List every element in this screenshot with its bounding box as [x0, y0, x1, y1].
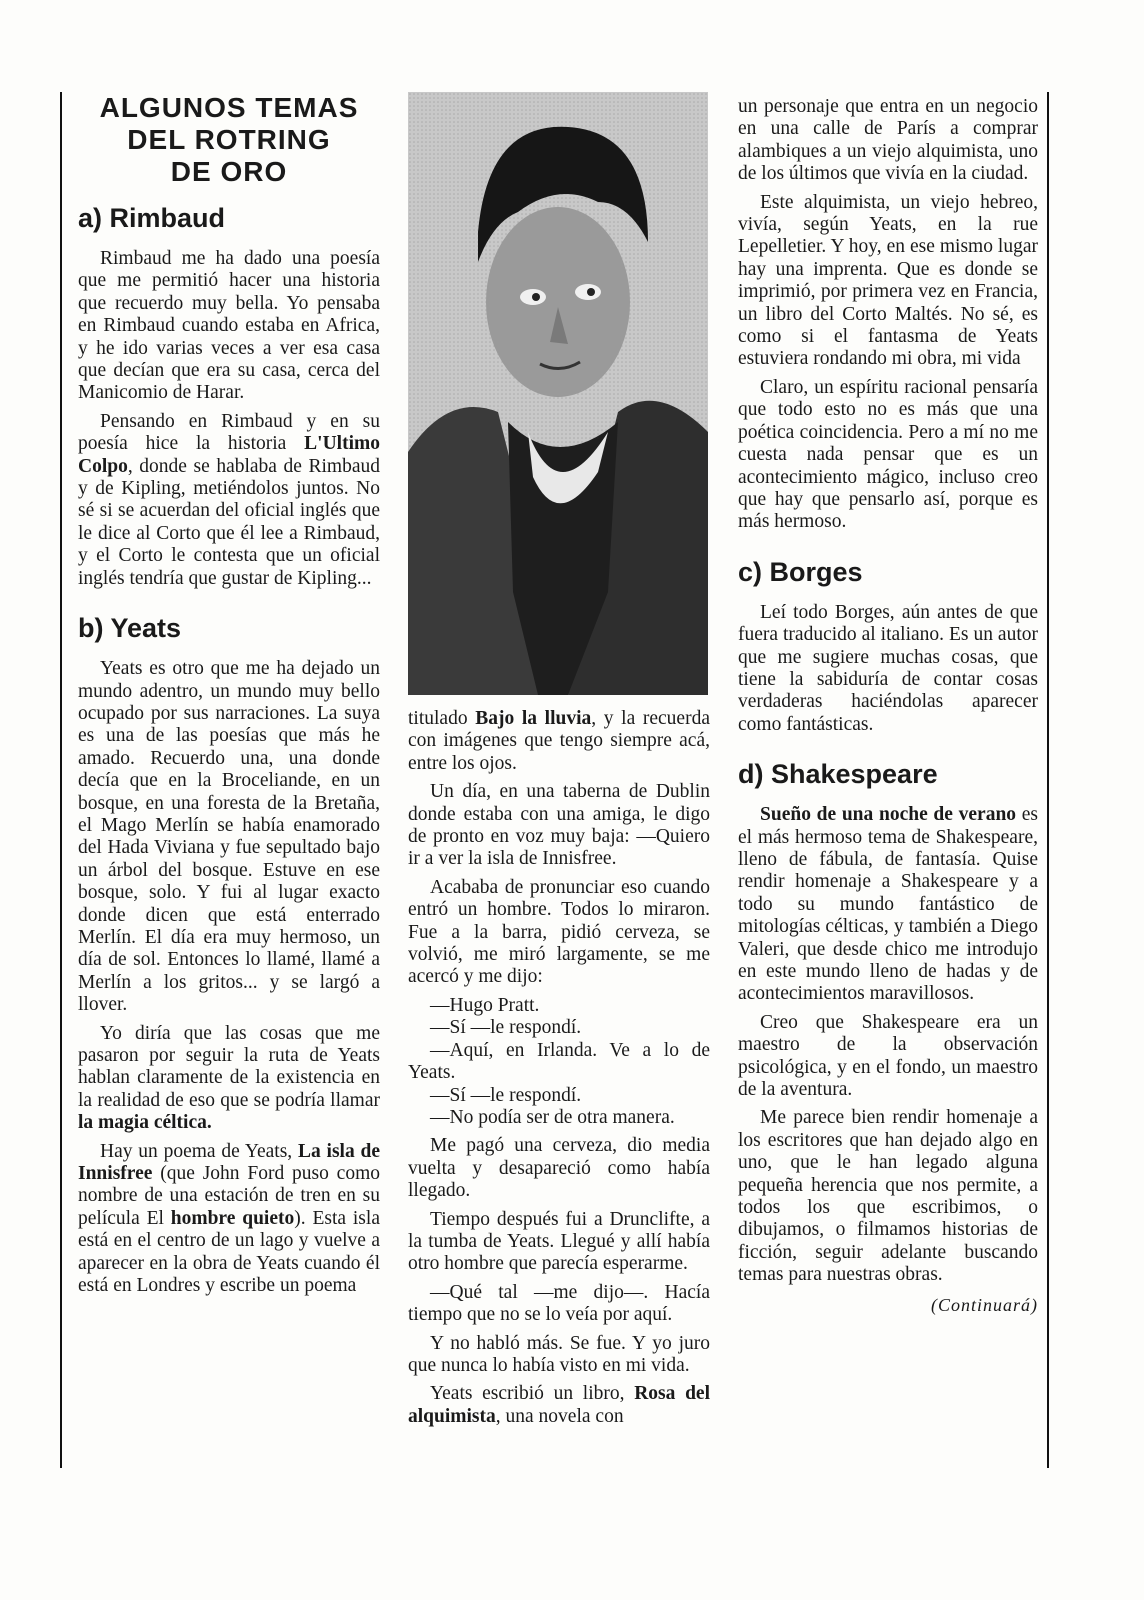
paragraph: —Sí —le respondí. — [430, 1084, 582, 1106]
paragraph: Y no habló más. Se fue. Y yo juro que nunca lo había visto en mi vida. — [408, 1332, 710, 1376]
paragraph: —Hugo Pratt. — [430, 994, 540, 1016]
paragraph: Acababa de pronunciar eso cuando entró un hombre. Todos lo miraron. Fue a la barra, pidió cerveza, se volvió, me miró largamente, se me acercó y me dijo: — [408, 876, 710, 988]
continued-note: (Continuará) — [930, 1294, 1038, 1315]
paragraph: Un día, en una taberna de Dublin donde estaba con una amiga, le digo de pronto en voz muy baja: —Quiero ir a ver la isla de Innisfree. — [408, 781, 710, 870]
paragraph: Sueño de una noche de verano es el más hermoso tema de Shakespeare, lleno de fábula, de fantasía. Quise rendir homenaje a Shakespeare y a todo su mundo fantástico de mitologías célticas, y también a Diego Valeri, que desde chico me introdujo en este mundo lleno de hadas y de acontecimientos maravillosos. — [738, 804, 1038, 1005]
column-right — [738, 96, 1038, 1316]
paragraph: Hay un poema de Yeats, La isla de Innisfree (que John Ford puso como nombre de una estación de tren en su película El hombre quieto). Esta isla está en el centro de un lago y vuelve a aparecer en la obra de Yeats cuando él está en Londres y escribe un poema — [78, 1140, 380, 1297]
paragraph: Yo diría que las cosas que me pasaron por seguir la ruta de Yeats hablan claramente de la existencia en la realidad de eso que se podría llamar la magia céltica. — [78, 1022, 380, 1134]
paragraph: —No podía ser de otra manera. — [430, 1106, 675, 1128]
portrait-photo — [408, 92, 708, 695]
section-heading-shakespeare: d) Shakespeare — [738, 759, 938, 790]
paragraph: Rimbaud me ha dado una poesía que me permitió hacer una historia que recuerdo muy bella. Yo pensaba en Rimbaud cuando estaba en Africa, y he ido varias veces a ver esa casa que decían que era su casa, cerca del Manicomio de Harar. — [78, 248, 380, 404]
paragraph: Claro, un espíritu racional pensaría que todo esto no es más que una poética coincidencia. Pero a mí no me cuesta nada pensar que es un acontecimiento mágico, incluso creo que hay que pensarlo así, porque es más hermoso. — [738, 376, 1038, 533]
section-heading-yeats: b) Yeats — [78, 613, 182, 644]
right-border-rule — [1047, 92, 1049, 1468]
paragraph: Pensando en Rimbaud y en su poesía hice la historia L'Ultimo Colpo, donde se hablaba de Rimbaud y de Kipling, metiéndolos juntos. No sé si se acuerdan del oficial inglés que le dice al Corto que él lee a Rimbaud, y el Corto le contesta que un oficial inglés tendría que gustar de Kipling... — [78, 410, 380, 589]
article-title — [78, 92, 380, 188]
paragraph: Me parece bien rendir homenaje a los escritores que han dejado algo en uno, que le han legado alguna pequeña herencia que nos permite, a todos los que escribimos, o dibujamos, o filmamos historias de ficción, seguir adelante buscando temas para nuestras obras. — [738, 1107, 1038, 1286]
paragraph: —Sí —le respondí. — [430, 1017, 582, 1039]
title-line: DEL ROTRING — [127, 124, 331, 155]
paragraph: titulado Bajo la lluvia, y la recuerda con imágenes que tengo siempre acá, entre los ojos. — [408, 708, 710, 774]
paragraph: Tiempo después fui a Drunclifte, a la tumba de Yeats. Llegué y allí había otro hombre que parecía esperarme. — [408, 1208, 710, 1275]
paragraph: Este alquimista, un viejo hebreo, vivía, según Yeats, en la rue Lepelletier. Y hoy, en ese mismo lugar hay una imprenta. Que es donde se imprimió, por primera vez en Francia, un libro del Corto Maltés. No sé, es como si el fantasma de Yeats estuviera rondando mi obra, mi vida — [738, 191, 1038, 370]
column-middle — [408, 708, 710, 1434]
paragraph: Yeats escribió un libro, Rosa del alquimista, una novela con — [408, 1383, 710, 1427]
paragraph: —Aquí, en Irlanda. Ve a lo de Yeats. — [408, 1039, 710, 1084]
portrait-illustration — [408, 92, 708, 695]
title-line: ALGUNOS TEMAS — [99, 92, 359, 123]
paragraph: Creo que Shakespeare era un maestro de la observación psicológica, y en el fondo, un maestro de la aventura. — [738, 1011, 1038, 1101]
paragraph: —Qué tal —me dijo—. Hacía tiempo que no se lo veía por aquí. — [408, 1281, 710, 1326]
paragraph: Leí todo Borges, aún antes de que fuera traducido al italiano. Es un autor que me sugiere muchas cosas, que tiene la sabiduría de contar cosas verdaderas haciéndolas aparecer como fantásticas. — [738, 601, 1038, 735]
title-line: DE ORO — [170, 156, 288, 187]
column-left — [78, 92, 380, 1303]
left-border-rule — [60, 92, 62, 1468]
section-heading-rimbaud: a) Rimbaud — [78, 203, 226, 233]
section-heading-borges: c) Borges — [738, 556, 863, 587]
paragraph: Yeats es otro que me ha dejado un mundo adentro, un mundo muy bello ocupado por sus narraciones. La suya es una de las poesías que más he amado. Recuerdo una, una donde decía que en la Broceliande, en un bosque, en una foresta de la Bretaña, el Mago Merlín se había enamorado del Hada Viviana y fue sepultado bajo un árbol del bosque. Estuve en ese bosque, solo. Y fui al lugar exacto donde dicen que está enterrado Merlín. El día era muy hermoso, un día de sol. Entonces lo llamé, llamé a Merlín a los gritos... y se largó a llover. — [78, 658, 380, 1016]
paragraph: un personaje que entra en un negocio en una calle de París a comprar alambiques a un viejo alquimista, uno de los últimos que vivía en la ciudad. — [738, 96, 1038, 185]
paragraph: Me pagó una cerveza, dio media vuelta y desapareció como había llegado. — [408, 1135, 710, 1202]
